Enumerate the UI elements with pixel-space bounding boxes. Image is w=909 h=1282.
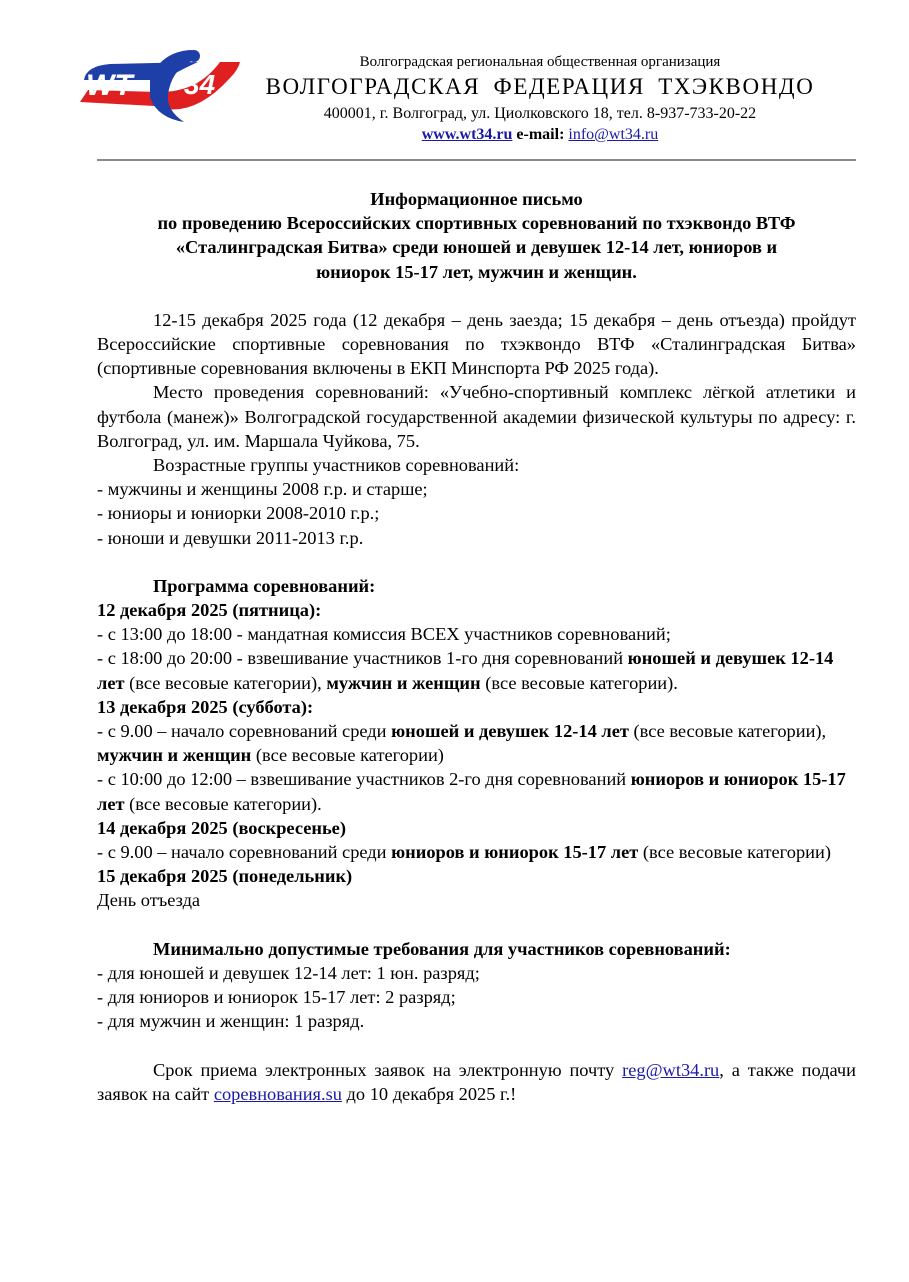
logo-head	[188, 50, 200, 62]
email-label: e-mail:	[516, 126, 565, 143]
requirements-heading: Минимально допустимые требования для участников соревнований:	[153, 938, 731, 959]
schedule-item: - с 13:00 до 18:00 - мандатная комиссия ВСЕХ участников соревнований;	[97, 624, 671, 645]
schedule-item: - с 9.00 – начало соревнований среди юношей и девушек 12-14 лет (все весовые категории), мужчин и женщин (все весовые категории)	[97, 721, 827, 766]
letter-body	[97, 187, 856, 1106]
website-link[interactable]: www.wt34.ru	[421, 126, 513, 143]
age-groups-heading: Возрастные группы участников соревнований:	[153, 455, 520, 476]
day-title: 15 декабря 2025 (понедельник)	[97, 866, 353, 887]
intro-paragraph: 12-15 декабря 2025 года (12 декабря – день заезда; 15 декабря – день отъезда) пройдут Всероссийские спортивные соревнования по тхэквондо ВТФ «Сталинградская Битва» (спортивные соревнования включены в ЕКП Минспорта РФ 2025 года).	[97, 309, 856, 379]
letter-title-line: по проведению Всероссийских спортивных соревнований по тхэквондо ВТФ	[157, 213, 796, 234]
email-link[interactable]: info@wt34.ru	[568, 126, 659, 143]
age-group-item: - мужчины и женщины 2008 г.р. и старше;	[97, 479, 428, 500]
letter-title: Информационное письмо	[370, 189, 583, 209]
day-title: 12 декабря 2025 (пятница):	[97, 600, 322, 621]
day-title: 13 декабря 2025 (суббота):	[97, 696, 314, 717]
logo-graphic	[80, 48, 240, 122]
letter-title-line: «Сталинградская Битва» среди юношей и девушек 12-14 лет, юниоров и	[175, 237, 778, 258]
age-group-item: - юниоры и юниорки 2008-2010 г.р.;	[97, 503, 380, 524]
deadline-paragraph: Срок приема электронных заявок на электронную почту reg@wt34.ru, а также подачи заявок на сайт соревнования.su до 10 декабря 2025 г.!	[97, 1059, 857, 1104]
schedule-item: День отъезда	[97, 890, 201, 911]
age-group-item: - юноши и девушки 2011-2013 г.р.	[97, 527, 364, 548]
day-title: 14 декабря 2025 (воскресенье)	[97, 817, 346, 838]
spacer	[97, 913, 856, 937]
logo-text-34: 34	[184, 69, 216, 100]
schedule-item: - с 9.00 – начало соревнований среди юниоров и юниорок 15-17 лет (все весовые категории)	[97, 842, 831, 863]
letter-title-line: юниорок 15-17 лет, мужчин и женщин.	[316, 261, 637, 282]
schedule-item: - с 18:00 до 20:00 - взвешивание участников 1-го дня соревнований юношей и девушек 12-14 лет (все весовые категории), мужчин и женщин (все весовые категории).	[97, 648, 834, 693]
org-subtitle: Волгоградская региональная общественная организация	[359, 54, 721, 70]
program-heading: Программа соревнований:	[153, 575, 376, 596]
logo-text-wt: WT	[86, 69, 133, 102]
registration-site-link[interactable]: соревнования.su	[213, 1083, 342, 1104]
header-divider	[97, 159, 856, 161]
requirement-item: - для мужчин и женщин: 1 разряд.	[97, 1011, 365, 1032]
org-contacts	[250, 126, 830, 144]
federation-logo	[80, 48, 240, 122]
spacer	[97, 550, 856, 574]
requirement-item: - для юниоров и юниорок 15-17 лет: 2 разряд;	[97, 987, 456, 1008]
org-name: ВОЛГОГРАДСКАЯ ФЕДЕРАЦИЯ ТХЭКВОНДО	[265, 74, 815, 99]
reg-email-link[interactable]: reg@wt34.ru	[622, 1059, 720, 1080]
venue-paragraph: Место проведения соревнований: «Учебно-спортивный комплекс лёгкой атлетики и футбола (манеж)» Волгоградской государственной академии физической культуры по адресу: г. Волгоград, ул. им. Маршала Чуйкова, 75.	[97, 382, 856, 451]
spacer	[97, 1034, 856, 1058]
schedule-item: - с 10:00 до 12:00 – взвешивание участников 2-го дня соревнований юниоров и юниорок 15-17 лет (все весовые категории).	[97, 769, 846, 814]
spacer	[97, 284, 856, 308]
org-address: 400001, г. Волгоград, ул. Циолковского 18, тел. 8-937-733-20-22	[323, 105, 757, 122]
requirement-item: - для юношей и девушек 12-14 лет: 1 юн. разряд;	[97, 962, 480, 983]
